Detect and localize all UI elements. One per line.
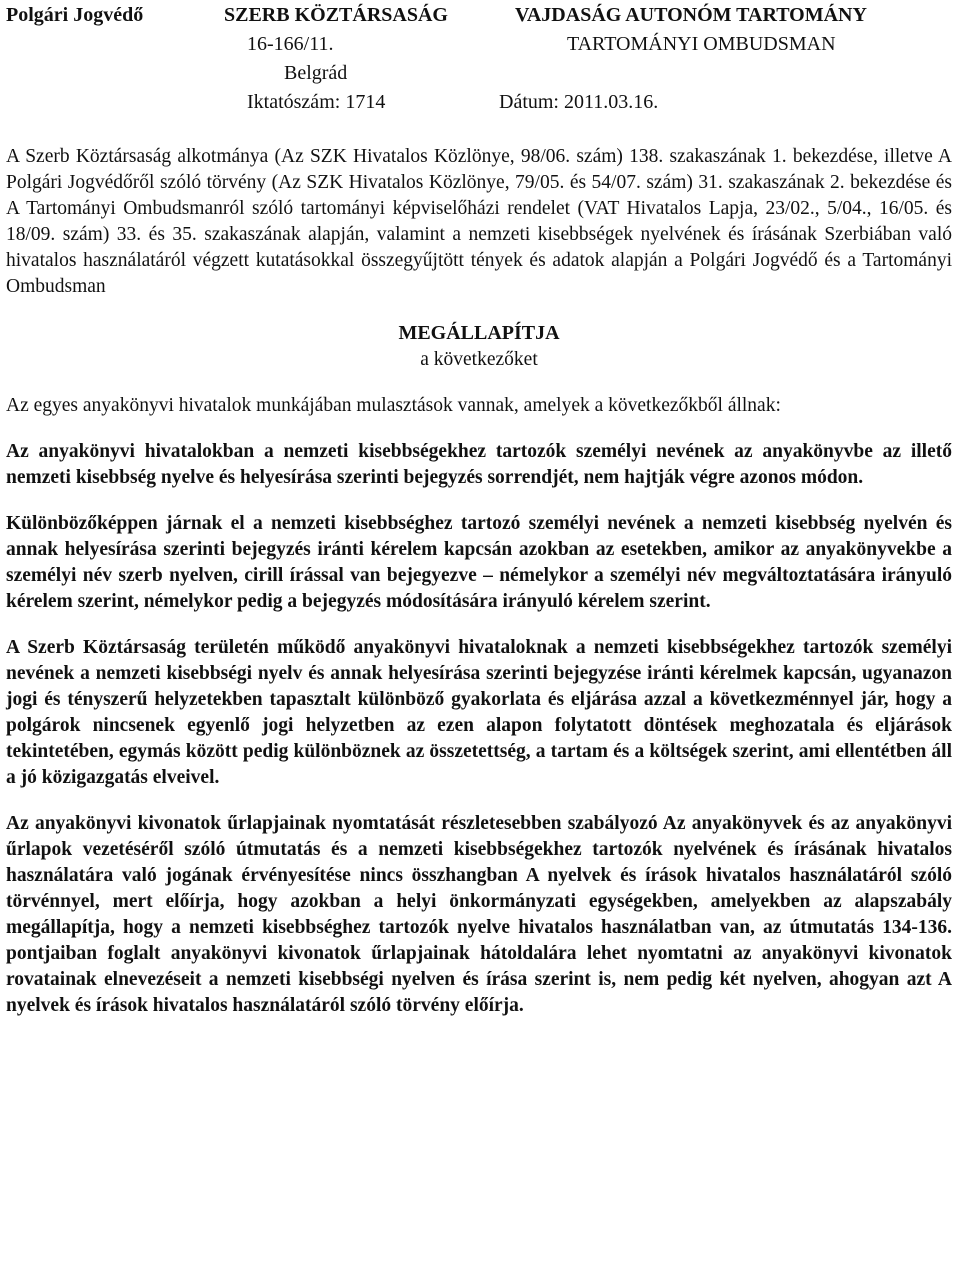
date-label: Dátum: [499,91,559,113]
findings-heading-title: MEGÁLLAPÍTJA [398,322,560,344]
city-name: Belgrád [284,62,348,84]
reference-number: 16-166/11. [247,33,334,55]
document-header [0,0,960,120]
intro-paragraph: A Szerb Köztársaság alkotmánya (Az SZK Hivatalos Közlönye, 98/06. szám) 138. szakaszának 1. bekezdése, illetve A Polgári Jogvédőről szóló törvény (Az SZK Hivatalos Közlönye, 79/05. és 54/07. szám) 31. szakaszának 2. bekezdése és A Tartományi Ombudsmanról szóló tartományi képviselőházi rendelet (VAT Hivatalos Lapja, 23/02., 5/04., 16/05. és 18/09. szám) 33. és 35. szakaszának alapján, valamint a nemzeti kisebbségek nyelvének és írásának Szerbiában való hivatalos használatáról végzett kutatásokkal összegyűjtött tények és adatok alapján a Polgári Jogvédő és a Tartományi Ombudsman [6,146,952,297]
paragraph-4: A Szerb Köztársaság területén működő anyakönyvi hivataloknak a nemzeti kisebbségekhez tartozók személyi nevének a nemzeti kisebbségi nyelv és annak helyesírása szerinti bejegyzése iránti kérelmek kapcsán, ugyanazon jogi és tényszerű helyzetekben tapasztalt különböző gyakorlata és eljárása azzal a következménnyel jár, hogy a polgárok nincsenek egyenlő jogi helyzetben az ezen alapon folytatott döntések meghozatala és eljárások tekintetében, egymás között pedig különböznek az összetettség, a tartam és a költségek szerint, ami ellentétben áll a jó közigazgatás elveivel. [6,637,952,788]
findings-heading-subtitle: a következőket [420,349,538,370]
org-right-name: VAJDASÁG AUTONÓM TARTOMÁNY [515,4,867,26]
paragraph-1: Az egyes anyakönyvi hivatalok munkájában mulasztások vannak, amelyek a következőkből állnak: [6,395,781,416]
paragraph-5: Az anyakönyvi kivonatok űrlapjainak nyomtatását részletesebben szabályozó Az anyakönyvek és az anyakönyvi űrlapok vezetéséről szóló útmutatás és a nemzeti kisebbségekhez tartozók nyelvének és írásának hivatalos használatára való jogának érvényesítése nincs összhangban A nyelvek és írások hivatalos használatáról szóló törvénnyel, mert előírja, hogy azokban a helyi önkormányzati egységekben, amelyekben az alapszabály megállapítja, hogy a nemzeti kisebbséghez tartozók nyelve hivatalos használatban van, az útmutatás 134-136. pontjaiban foglalt anyakönyvi kivonatok űrlapjainak hátoldalára lehet nyomtatni az anyakönyvi kivonatok rovatainak elnevezéseit a nemzeti kisebbségi nyelven és írása szerint is, nem pedig két nyelven, ahogyan azt A nyelvek és írások hivatalos használatáról szóló törvény előírja. [6,813,952,1016]
document-body [6,144,952,1019]
registration-label: Iktatószám: [247,91,341,113]
date-info [499,90,658,114]
findings-heading [6,320,952,373]
org-left-name: Polgári Jogvédő [6,4,144,26]
date-value: 2011.03.16. [564,91,659,113]
registration-number: 1714 [345,91,386,113]
org-mid-name: SZERB KÖZTÁRSASÁG [224,4,448,26]
paragraph-3: Különbözőképpen járnak el a nemzeti kisebbséghez tartozó személyi nevének a nemzeti kisebbség nyelvén és annak helyesírása szerinti bejegyzés iránti kérelem kapcsán azokban az esetekben, amikor az anyakönyvekbe a személyi név szerb nyelven, cirill írással van bejegyezve – némelykor a személyi név megváltoztatására irányuló kérelem szerint, némelykor pedig a bejegyzés módosítására irányuló kérelem szerint. [6,513,952,612]
paragraph-2: Az anyakönyvi hivatalokban a nemzeti kisebbségekhez tartozók személyi nevének az anyakönyvbe az illető nemzeti kisebbség nyelve és helyesírása szerinti bejegyzés sorrendjét, nem hajtják végre azonos módon. [6,441,952,488]
registration-info [247,90,385,114]
org-right-subtitle: TARTOMÁNYI OMBUDSMAN [567,33,836,55]
